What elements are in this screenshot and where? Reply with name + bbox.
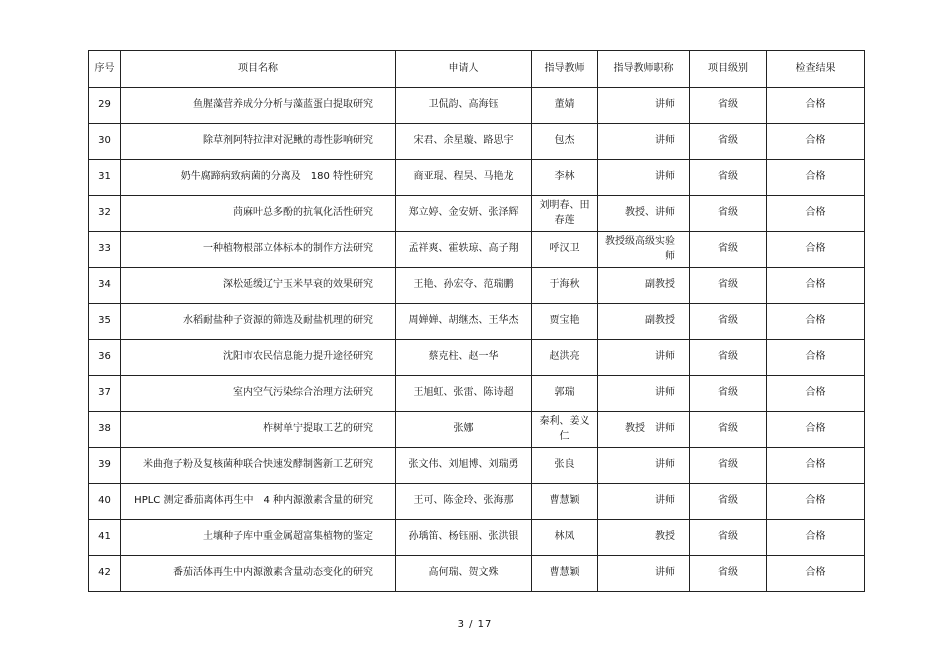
cell-project-name: 苘麻叶总多酚的抗氧化活性研究 bbox=[121, 196, 396, 232]
cell-advisor: 秦利、姜义仁 bbox=[532, 412, 598, 448]
cell-seq: 35 bbox=[89, 304, 121, 340]
cell-seq: 41 bbox=[89, 520, 121, 556]
cell-project-level: 省级 bbox=[690, 484, 767, 520]
cell-advisor-title: 讲师 bbox=[598, 484, 690, 520]
cell-project-name: 番茄活体再生中内源激素含量动态变化的研究 bbox=[121, 556, 396, 592]
cell-advisor: 李林 bbox=[532, 160, 598, 196]
cell-advisor-title: 教授 讲师 bbox=[598, 412, 690, 448]
table-row bbox=[89, 196, 865, 232]
cell-project-name: HPLC 测定番茄离体再生中 4 种内源激素含量的研究 bbox=[121, 484, 396, 520]
cell-applicants: 张娜 bbox=[396, 412, 532, 448]
table-row bbox=[89, 88, 865, 124]
cell-inspection-result: 合格 bbox=[767, 88, 865, 124]
cell-seq: 42 bbox=[89, 556, 121, 592]
cell-inspection-result: 合格 bbox=[767, 196, 865, 232]
cell-project-name: 米曲孢子粉及复核菌种联合快速发酵制酱新工艺研究 bbox=[121, 448, 396, 484]
cell-project-name: 奶牛腐蹄病致病菌的分离及 180 特性研究 bbox=[121, 160, 396, 196]
table-row bbox=[89, 124, 865, 160]
cell-project-name: 柞树单宁提取工艺的研究 bbox=[121, 412, 396, 448]
cell-seq: 32 bbox=[89, 196, 121, 232]
cell-project-level: 省级 bbox=[690, 232, 767, 268]
cell-advisor-title: 讲师 bbox=[598, 160, 690, 196]
cell-applicants: 宋君、余星璇、路思宇 bbox=[396, 124, 532, 160]
cell-seq: 40 bbox=[89, 484, 121, 520]
cell-project-level: 省级 bbox=[690, 340, 767, 376]
cell-applicants: 郑立婷、金安妍、张泽辉 bbox=[396, 196, 532, 232]
cell-applicants: 王旭虹、张雷、陈诗超 bbox=[396, 376, 532, 412]
cell-advisor: 刘明春、田春莲 bbox=[532, 196, 598, 232]
cell-advisor: 董婧 bbox=[532, 88, 598, 124]
cell-project-name: 一种植物根部立体标本的制作方法研究 bbox=[121, 232, 396, 268]
cell-advisor: 林凤 bbox=[532, 520, 598, 556]
cell-advisor: 张良 bbox=[532, 448, 598, 484]
cell-advisor: 贾宝艳 bbox=[532, 304, 598, 340]
cell-applicants: 王可、陈金玲、张海那 bbox=[396, 484, 532, 520]
project-inspection-table bbox=[88, 50, 865, 592]
header-advisor-title: 指导教师职称 bbox=[598, 51, 690, 88]
cell-seq: 36 bbox=[89, 340, 121, 376]
cell-seq: 29 bbox=[89, 88, 121, 124]
table-row bbox=[89, 556, 865, 592]
cell-seq: 39 bbox=[89, 448, 121, 484]
cell-applicants: 张文伟、刘旭博、刘瑞勇 bbox=[396, 448, 532, 484]
cell-project-level: 省级 bbox=[690, 556, 767, 592]
cell-advisor-title: 教授级高级实验师 bbox=[598, 232, 690, 268]
cell-project-name: 鱼腥藻营养成分分析与藻蓝蛋白提取研究 bbox=[121, 88, 396, 124]
cell-advisor-title: 讲师 bbox=[598, 124, 690, 160]
cell-inspection-result: 合格 bbox=[767, 232, 865, 268]
cell-advisor: 曹慧颖 bbox=[532, 484, 598, 520]
table-row bbox=[89, 268, 865, 304]
cell-project-name: 水稻耐盐种子资源的筛选及耐盐机理的研究 bbox=[121, 304, 396, 340]
header-advisor: 指导教师 bbox=[532, 51, 598, 88]
cell-seq: 30 bbox=[89, 124, 121, 160]
table-row bbox=[89, 484, 865, 520]
cell-project-level: 省级 bbox=[690, 412, 767, 448]
cell-inspection-result: 合格 bbox=[767, 124, 865, 160]
cell-project-level: 省级 bbox=[690, 88, 767, 124]
cell-advisor-title: 教授、讲师 bbox=[598, 196, 690, 232]
cell-applicants: 孙瑀笛、杨钰丽、张洪银 bbox=[396, 520, 532, 556]
table-row bbox=[89, 520, 865, 556]
cell-project-level: 省级 bbox=[690, 124, 767, 160]
cell-advisor-title: 副教授 bbox=[598, 268, 690, 304]
header-project-name: 项目名称 bbox=[121, 51, 396, 88]
cell-advisor-title: 讲师 bbox=[598, 88, 690, 124]
cell-applicants: 商亚琨、程昊、马艳龙 bbox=[396, 160, 532, 196]
cell-project-level: 省级 bbox=[690, 196, 767, 232]
cell-applicants: 蔡克柱、赵一华 bbox=[396, 340, 532, 376]
cell-inspection-result: 合格 bbox=[767, 340, 865, 376]
table-row bbox=[89, 160, 865, 196]
cell-advisor: 赵洪亮 bbox=[532, 340, 598, 376]
cell-project-name: 室内空气污染综合治理方法研究 bbox=[121, 376, 396, 412]
cell-seq: 31 bbox=[89, 160, 121, 196]
header-seq: 序号 bbox=[89, 51, 121, 88]
cell-advisor-title: 讲师 bbox=[598, 340, 690, 376]
cell-inspection-result: 合格 bbox=[767, 160, 865, 196]
table-row bbox=[89, 448, 865, 484]
table-row bbox=[89, 340, 865, 376]
cell-advisor: 曹慧颖 bbox=[532, 556, 598, 592]
cell-project-level: 省级 bbox=[690, 520, 767, 556]
cell-applicants: 王艳、孙宏夺、范瑞鹏 bbox=[396, 268, 532, 304]
cell-seq: 38 bbox=[89, 412, 121, 448]
table-row bbox=[89, 412, 865, 448]
cell-advisor: 郭瑞 bbox=[532, 376, 598, 412]
cell-advisor: 于海秋 bbox=[532, 268, 598, 304]
cell-project-level: 省级 bbox=[690, 160, 767, 196]
cell-inspection-result: 合格 bbox=[767, 484, 865, 520]
cell-advisor-title: 讲师 bbox=[598, 376, 690, 412]
table-row bbox=[89, 304, 865, 340]
cell-advisor-title: 教授 bbox=[598, 520, 690, 556]
cell-inspection-result: 合格 bbox=[767, 304, 865, 340]
page-number: 3 / 17 bbox=[457, 619, 493, 630]
cell-applicants: 孟祥爽、霍轶琼、高子翔 bbox=[396, 232, 532, 268]
cell-project-level: 省级 bbox=[690, 448, 767, 484]
cell-advisor-title: 讲师 bbox=[598, 556, 690, 592]
cell-inspection-result: 合格 bbox=[767, 448, 865, 484]
cell-advisor: 包杰 bbox=[532, 124, 598, 160]
cell-inspection-result: 合格 bbox=[767, 412, 865, 448]
table-header-row bbox=[89, 51, 865, 88]
cell-project-level: 省级 bbox=[690, 268, 767, 304]
cell-project-name: 沈阳市农民信息能力提升途径研究 bbox=[121, 340, 396, 376]
header-project-level: 项目级别 bbox=[690, 51, 767, 88]
cell-project-level: 省级 bbox=[690, 376, 767, 412]
cell-inspection-result: 合格 bbox=[767, 520, 865, 556]
cell-applicants: 卫侃韵、高海钰 bbox=[396, 88, 532, 124]
cell-advisor-title: 讲师 bbox=[598, 448, 690, 484]
cell-seq: 37 bbox=[89, 376, 121, 412]
cell-advisor-title: 副教授 bbox=[598, 304, 690, 340]
cell-project-name: 土壤种子库中重金属超富集植物的鉴定 bbox=[121, 520, 396, 556]
header-applicants: 申请人 bbox=[396, 51, 532, 88]
cell-inspection-result: 合格 bbox=[767, 376, 865, 412]
cell-applicants: 高何瑞、贺文殊 bbox=[396, 556, 532, 592]
cell-project-name: 深松延缓辽宁玉米早衰的效果研究 bbox=[121, 268, 396, 304]
header-inspection-result: 检查结果 bbox=[767, 51, 865, 88]
cell-project-level: 省级 bbox=[690, 304, 767, 340]
cell-inspection-result: 合格 bbox=[767, 556, 865, 592]
cell-seq: 34 bbox=[89, 268, 121, 304]
table-row bbox=[89, 376, 865, 412]
table-row bbox=[89, 232, 865, 268]
cell-inspection-result: 合格 bbox=[767, 268, 865, 304]
cell-applicants: 周婵婵、胡继杰、王华杰 bbox=[396, 304, 532, 340]
cell-seq: 33 bbox=[89, 232, 121, 268]
cell-advisor: 呼汉卫 bbox=[532, 232, 598, 268]
cell-project-name: 除草剂阿特拉津对泥鳅的毒性影响研究 bbox=[121, 124, 396, 160]
